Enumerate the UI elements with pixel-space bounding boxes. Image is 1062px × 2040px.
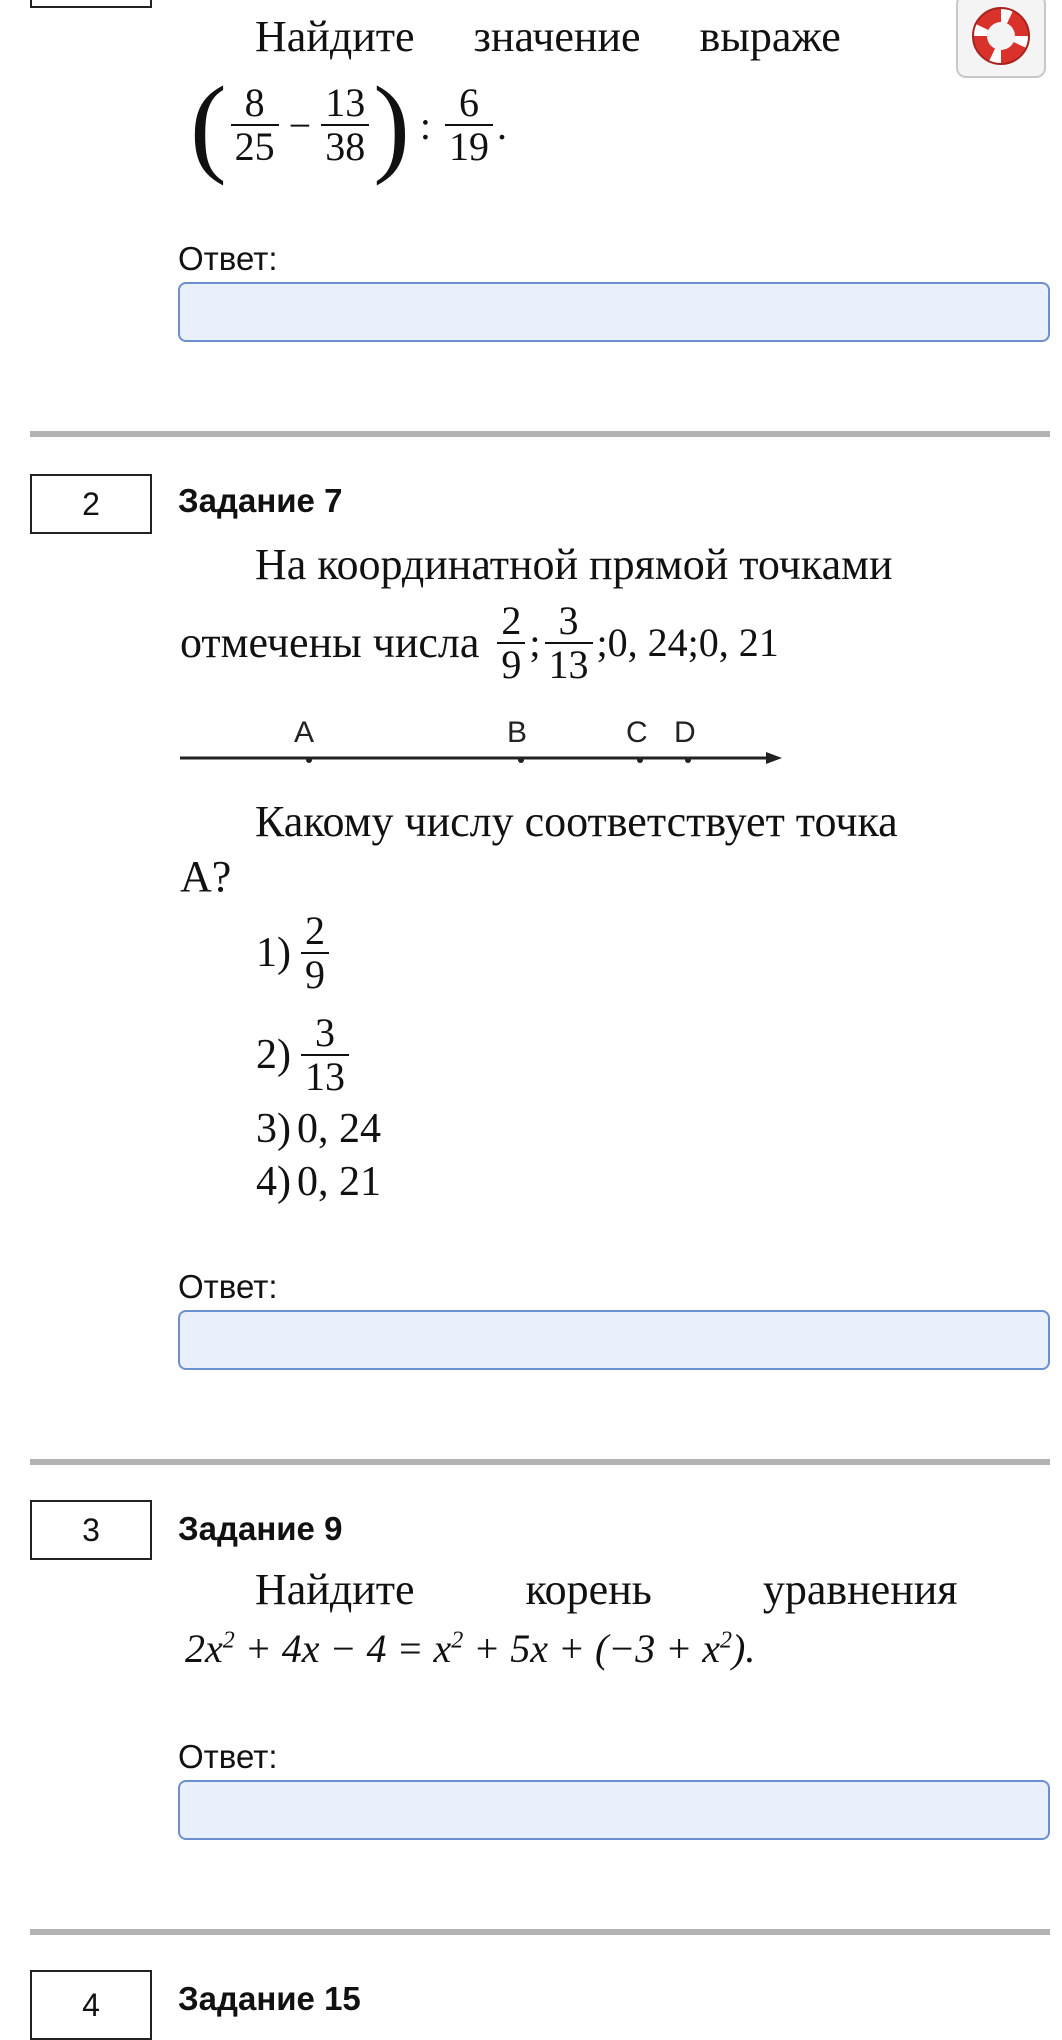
task1-text [255, 12, 955, 62]
answer-label: Ответ: [178, 1738, 278, 1775]
fraction: $\frac{6}{19}$ [445, 82, 493, 168]
answer-option-3: 3) 0, 24 [256, 1106, 381, 1152]
task3-text-line1: Найдите корень уравнения [255, 1565, 958, 1614]
task3-equation: $2x^2 + 4x - 4 = x^2 + 5x + (-3 + x^2)$. [185, 1626, 756, 1671]
task2-text-line1: На координатной прямой точками [255, 540, 893, 589]
task-number: 2 [82, 485, 100, 522]
help-button[interactable] [956, 0, 1046, 78]
task-number-box [30, 474, 152, 534]
answer-option-4: 4) 0, 21 [256, 1159, 381, 1205]
answer-label: Ответ: [178, 1268, 278, 1305]
answer-label: Ответ: [178, 240, 278, 277]
answer-input-task3[interactable] [178, 1780, 1050, 1840]
point-label-b: B [507, 716, 528, 749]
fraction: $\frac{8}{25}$ [231, 82, 279, 168]
fraction: $\frac{13}{38}$ [321, 82, 369, 168]
point-label-a: A [294, 716, 315, 749]
answer-input-task2[interactable] [178, 1310, 1050, 1370]
separator [30, 1459, 1050, 1465]
answer-input-task1[interactable] [178, 282, 1050, 342]
task1-expression: ( $\frac{8}{25}$ − $\frac{13}{38}$ ) : $\frac{6}{19}$ . [190, 64, 507, 186]
task-number-box [30, 1970, 152, 2040]
lifebuoy-icon [968, 3, 1034, 69]
task-number: 4 [82, 1986, 100, 2023]
number-line [176, 716, 786, 775]
task-number-box [30, 1500, 152, 1560]
answer-option-1: 1) $\frac{2}{9}$ [256, 910, 333, 996]
task2-question-line2: A? [180, 852, 232, 901]
separator [30, 431, 1050, 437]
separator [30, 1929, 1050, 1935]
task-number-box [30, 0, 152, 8]
answer-option-2: 2) $\frac{3}{13}$ [256, 1012, 353, 1098]
task1-text-label: Найдите значение выраже [255, 12, 841, 61]
fraction: $\frac{2}{9}$ [301, 910, 329, 996]
point-label-d: D [674, 716, 696, 749]
point-label-c: C [626, 716, 648, 749]
task2-text-line2: отмечены числа $\frac{2}{9}$ ; $\frac{3}{13}$ ;0, 24;0, 21 [180, 598, 779, 687]
task-title: Задание 15 [178, 1980, 361, 2017]
task-title: Задание 7 [178, 482, 343, 519]
task-title: Задание 9 [178, 1510, 343, 1547]
task-number: 3 [82, 1511, 100, 1548]
fraction: $\frac{3}{13}$ [545, 600, 593, 686]
fraction: $\frac{2}{9}$ [497, 600, 525, 686]
fraction: $\frac{3}{13}$ [301, 1012, 349, 1098]
task2-question-line1: Какому числу соответствует точка [255, 797, 898, 846]
